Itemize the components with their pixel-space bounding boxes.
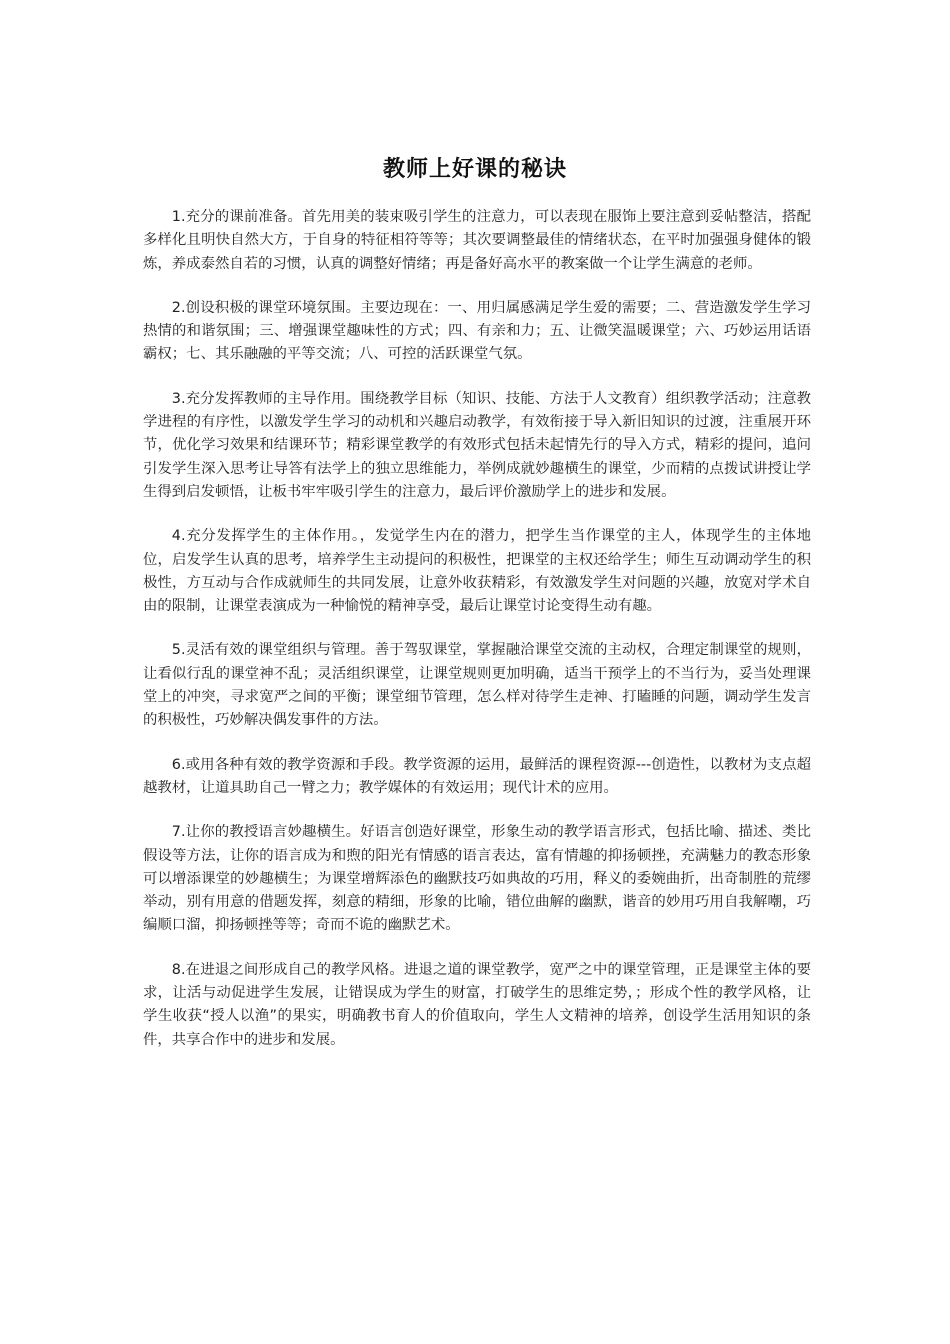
document-body [143,206,811,1073]
paragraph-8: 8.在进退之间形成自己的教学风格。进退之道的课堂教学，宽严之中的课堂管理，正是课堂主体的要求，让活与动促进学生发展，让错误成为学生的财富，打破学生的思维定势，；形成个性的教学风格，让学生收获“授人以渔”的果实，明确教书育人的价值取向，学生人文精神的培养，创设学生活用知识的条件，共享合作中的进步和发展。 [143,961,811,1048]
paragraph-4: 4.充分发挥学生的主体作用。，发觉学生内在的潜力，把学生当作课堂的主人，体现学生的主体地位，启发学生认真的思考，培养学生主动提问的积极性，把课堂的主权还给学生；师生互动调动学生的积极性，方互动与合作成就师生的共同发展，让意外收获精彩，有效激发学生对问题的兴趣，放宽对学术自由的限制，让课堂表演成为一种愉悦的精神享受，最后让课堂讨论变得生动有趣。 [143,528,811,615]
paragraph-1: 1.充分的课前准备。首先用美的装束吸引学生的注意力，可以表现在服饰上要注意到妥帖整洁，搭配多样化且明快自然大方，于自身的特征相符等等；其次要调整最佳的情绪状态，在平时加强强身健体的锻炼，养成泰然自若的习惯，认真的调整好情绪；再是备好高水平的教案做一个让学生满意的老师。 [143,209,811,272]
paragraph-2: 2.创设积极的课堂环境氛围。主要边现在：一、用归属感满足学生爱的需要；二、营造激发学生学习热情的和谐氛围；三、增强课堂趣味性的方式；四、有亲和力；五、让微笑温暖课堂；六、巧妙运用话语霸权；七、其乐融融的平等交流；八、可控的活跃课堂气氛。 [143,299,811,363]
paragraph-5: 5.灵活有效的课堂组织与管理。善于驾驭课堂，掌握融洽课堂交流的主动权，合理定制课堂的规则，让看似行乱的课堂神不乱；灵活组织课堂，让课堂规则更加明确，适当干预学上的不当行为，妥当处理课堂上的冲突，寻求宽严之间的平衡；课堂细节管理，怎么样对待学生走神、打瞌睡的问题，调动学生发言的积极性，巧妙解决偶发事件的方法。 [143,642,811,729]
paragraph-3: 3.充分发挥教师的主导作用。围绕教学目标（知识、技能、方法于人文教育）组织教学活动；注意教学进程的有序性，以激发学生学习的动机和兴趣启动教学，有效衔接于导入新旧知识的过渡，注重展开环节，优化学习效果和结课环节；精彩课堂教学的有效形式包括未起情先行的导入方式，精彩的提问，追问引发学生深入思考让导答有法学上的独立思维能力，举例成就妙趣横生的课堂，少而精的点拨试讲授让学生得到启发顿悟，让板书牢牢吸引学生的注意力，最后评价激励学上的进步和发展。 [143,390,811,500]
document-title: 教师上好课的秘诀 [382,156,567,182]
paragraph-6: 6.或用各种有效的教学资源和手段。教学资源的运用，最鲜活的课程资源---创造性，以教材为支点超越教材，让道具助自己一臂之力；教学媒体的有效运用；现代计术的应用。 [143,756,811,796]
paragraph-7: 7.让你的教授语言妙趣横生。好语言创造好课堂，形象生动的教学语言形式，包括比喻、描述、类比假设等方法，让你的语言成为和煦的阳光有情感的语言表达，富有情趣的抑扬顿挫，充满魅力的教态形象可以增添课堂的妙趣横生；为课堂增辉添色的幽默技巧如典故的巧用，释义的委婉曲折，出奇制胜的荒缪举动，别有用意的借题发挥，刻意的精细，形象的比喻，错位曲解的幽默，谐音的妙用巧用自我解嘲，巧编顺口溜，抑扬顿挫等等；奇而不诡的幽默艺术。 [143,824,811,934]
